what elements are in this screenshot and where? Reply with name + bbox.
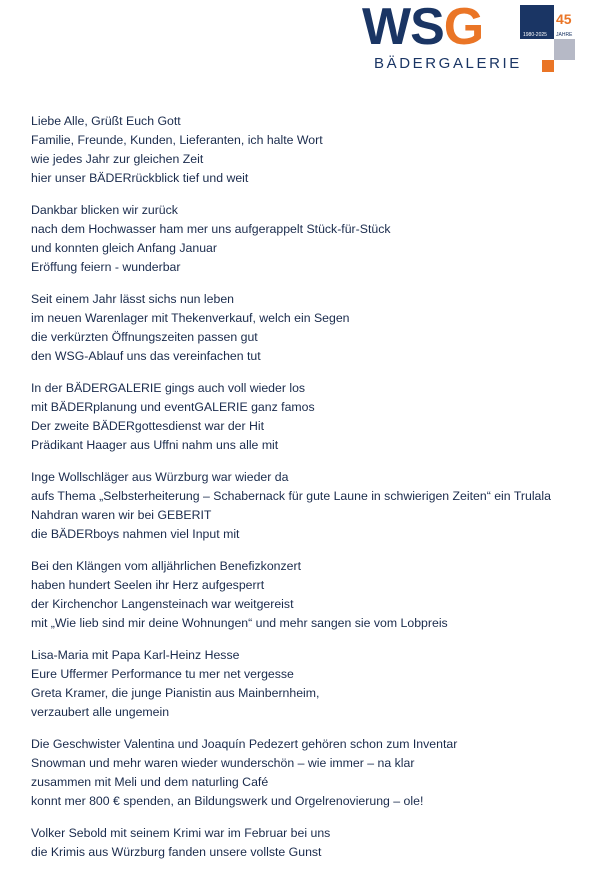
poem-line: Bei den Klängen vom alljährlichen Benefizkonzert — [31, 559, 302, 573]
poem-line: die verkürzten Öffnungszeiten passen gut — [31, 330, 258, 344]
poem-line: In der BÄDERGALERIE gings auch voll wieder los — [31, 381, 306, 395]
poem-line: Der zweite BÄDERgottesdienst war der Hit — [31, 419, 265, 433]
poem-line: Inge Wollschläger aus Würzburg war wieder da — [31, 470, 289, 484]
poem-line: mit BÄDERplanung und eventGALERIE ganz famos — [31, 400, 315, 414]
poem-line: konnt mer 800 € spenden, an Bildungswerk und Orgelrenovierung – ole! — [31, 794, 424, 808]
poem-line: im neuen Warenlager mit Thekenverkauf, welch ein Segen — [31, 311, 350, 325]
poem-line: Prädikant Haager aus Uffni nahm uns alle mit — [31, 438, 279, 452]
poem-line: Dankbar blicken wir zurück — [31, 203, 178, 217]
logo-wordmark — [362, 0, 484, 56]
poem-line: mit „Wie lieb sind mir deine Wohnungen“ und mehr sangen sie vom Lobpreis — [31, 616, 448, 630]
stanza — [31, 646, 581, 722]
poem-line: zusammen mit Meli und dem naturling Café — [31, 775, 269, 789]
badge-years: 1980-2025 — [523, 32, 547, 38]
stanza — [31, 557, 581, 633]
poem-line: haben hundert Seelen ihr Herz aufgesperrt — [31, 578, 265, 592]
poem-line: Eröffung feiern - wunderbar — [31, 260, 181, 274]
poem-line: den WSG-Ablauf uns das vereinfachen tut — [31, 349, 261, 363]
poem-line: Lisa-Maria mit Papa Karl-Heinz Hesse — [31, 648, 240, 662]
poem-line: Snowman und mehr waren wieder wunderschön – wie immer – na klar — [31, 756, 415, 770]
stanza — [31, 290, 581, 366]
poem-line: Liebe Alle, Grüßt Euch Gott — [31, 114, 181, 128]
logo-letter-w: W — [362, 0, 411, 56]
stanza — [31, 468, 581, 544]
logo-letter-s: S — [410, 0, 444, 56]
poem-line: Familie, Freunde, Kunden, Lieferanten, ich halte Wort — [31, 133, 323, 147]
poem-line: der Kirchenchor Langensteinach war weitgereist — [31, 597, 294, 611]
poem-body — [31, 112, 581, 875]
poem-line: nach dem Hochwasser ham mer uns aufgerappelt Stück-für-Stück — [31, 222, 391, 236]
badge-number: 45 — [556, 11, 572, 27]
stanza — [31, 379, 581, 455]
poem-line: aufs Thema „Selbsterheiterung – Schabernack für gute Laune in schwierigen Zeiten“ ein Trulala — [31, 489, 551, 503]
poem-line: verzaubert alle ungemein — [31, 705, 170, 719]
stanza — [31, 735, 581, 811]
poem-line: und konnten gleich Anfang Januar — [31, 241, 217, 255]
poem-line: wie jedes Jahr zur gleichen Zeit — [31, 152, 204, 166]
poem-line: die BÄDERboys nahmen viel Input mit — [31, 527, 240, 541]
wsg-logo — [362, 0, 582, 73]
anniversary-badge — [520, 5, 576, 71]
stanza — [31, 201, 581, 277]
poem-line: Nahdran waren wir bei GEBERIT — [31, 508, 212, 522]
stanza — [31, 824, 581, 862]
poem-line: Seit einem Jahr lässt sichs nun leben — [31, 292, 235, 306]
logo-subtitle: BÄDERGALERIE — [374, 55, 522, 72]
poem-line: Eure Uffermer Performance tu mer net vergesse — [31, 667, 294, 681]
poem-line: Volker Sebold mit seinem Krimi war im Februar bei uns — [31, 826, 331, 840]
poem-line: hier unser BÄDERrückblick tief und weit — [31, 171, 249, 185]
badge-label: JAHRE — [556, 32, 573, 38]
poem-line: Die Geschwister Valentina und Joaquín Pedezert gehören schon zum Inventar — [31, 737, 458, 751]
poem-line: Greta Kramer, die junge Pianistin aus Mainbernheim, — [31, 686, 320, 700]
badge-square-orange — [542, 60, 554, 72]
logo-letter-g: G — [443, 0, 484, 56]
badge-square-grey — [554, 39, 575, 60]
poem-line: die Krimis aus Würzburg fanden unsere vollste Gunst — [31, 845, 322, 859]
stanza — [31, 112, 581, 188]
